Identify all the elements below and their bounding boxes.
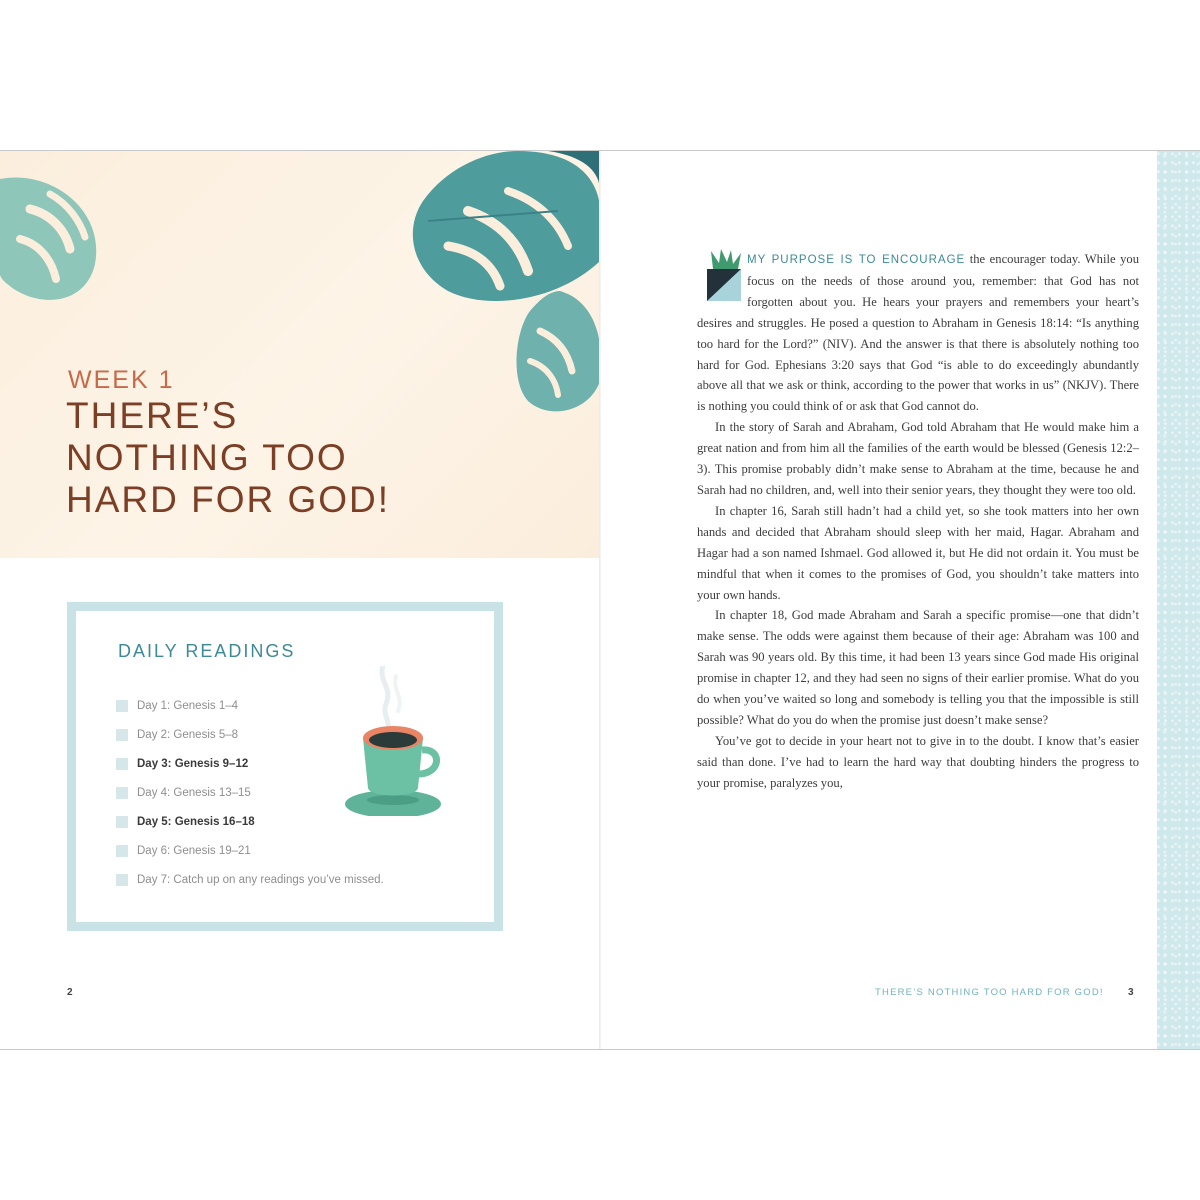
coffee-cup-icon (338, 666, 448, 816)
reading-label: Day 2: Genesis 5–8 (137, 728, 239, 741)
reading-label: Day 7: Catch up on any readings you’ve missed. (137, 873, 384, 886)
page-number-right: 3 (1128, 987, 1134, 998)
book-gutter (599, 151, 601, 1049)
monstera-leaf-icon (0, 169, 110, 309)
body-paragraph: You’ve got to decide in your heart not to give in to the doubt. I know that’s easier said than done. I’ve had to learn the hard way that doubting hinders the progress to your promise, paralyzes you, (697, 733, 1139, 790)
checkbox[interactable] (116, 874, 128, 886)
reading-item (116, 836, 384, 865)
body-paragraph (697, 249, 1139, 417)
chapter-header-panel (0, 151, 600, 558)
checkbox[interactable] (116, 758, 128, 770)
body-paragraph: In chapter 18, God made Abraham and Sarah a specific promise—one that didn’t make sense. The odds were against them because of their age: Abraham was 100 and Sarah was 90 years old. By this time, it had been 13 years since God made His original promise in chapter 12, and they had seen no signs of their earlier promise. What do you do when you’ve waited so long and somebody is telling you that the impossible is still possible? What do you do when the promise just doesn’t make sense? (697, 608, 1139, 727)
checkbox[interactable] (116, 816, 128, 828)
chapter-title-line: NOTHING TOO (66, 437, 348, 478)
checkbox[interactable] (116, 729, 128, 741)
reading-label: Day 3: Genesis 9–12 (137, 757, 249, 770)
reading-item (116, 865, 384, 894)
reading-label: Day 1: Genesis 1–4 (137, 699, 239, 712)
chapter-title (66, 395, 486, 521)
daily-readings-title: DAILY READINGS (118, 641, 296, 661)
ornament-spacer (697, 249, 747, 307)
reading-label: Day 6: Genesis 19–21 (137, 844, 251, 857)
page-number-left: 2 (67, 987, 73, 998)
body-paragraph: In the story of Sarah and Abraham, God told Abraham that He would make him a great nation and from him all the families of the earth would be blessed (Genesis 12:2–3). This promise probably didn’t make sense to Abraham at the time, because he and Sarah had no children, and, well into their senior years, they thought they were too old. (697, 420, 1139, 497)
checkbox[interactable] (116, 845, 128, 857)
body-text (697, 249, 1139, 794)
monstera-leaf-icon (510, 291, 600, 416)
running-head: THERE’S NOTHING TOO HARD FOR GOD! (875, 987, 1104, 998)
body-paragraph-text: the encourager today. While you focus on the needs of those around you, remember: that God has not forgotten about you. He hears your prayers and remembers your heart’s desires and struggles. He posed a question to Abraham in Genesis 18:14: “Is anything too hard for the Lord?” (NIV). And the answer is that there is absolutely nothing too hard for God. Ephesians 3:20 says that God “is able to do exceedingly abundantly above all that we ask or think, according to the power that works in us” (NKJV). There is nothing you could think of or ask that God cannot do. (697, 252, 1139, 414)
reading-label: Day 5: Genesis 16–18 (137, 815, 255, 828)
lead-in-caps: MY PURPOSE IS TO ENCOURAGE (747, 254, 966, 266)
checkbox[interactable] (116, 700, 128, 712)
chapter-title-line: HARD FOR GOD! (66, 479, 391, 520)
reading-label: Day 4: Genesis 13–15 (137, 786, 251, 799)
week-label: WEEK 1 (68, 366, 175, 394)
checkbox[interactable] (116, 787, 128, 799)
page-edge-pattern (1157, 151, 1200, 1049)
book-spread (0, 150, 1200, 1050)
chapter-title-line: THERE’S (66, 395, 239, 436)
body-paragraph: In chapter 16, Sarah still hadn’t had a child yet, so she took matters into her own hands and decided that Abraham should sleep with her maid, Hagar. Abraham and Hagar had a son named Ishmael. God allowed it, but He did not ordain it. You must be mindful that when it comes to the promises of God, you shouldn’t take matters into your own hands. (697, 503, 1139, 602)
daily-readings-box (67, 602, 503, 931)
